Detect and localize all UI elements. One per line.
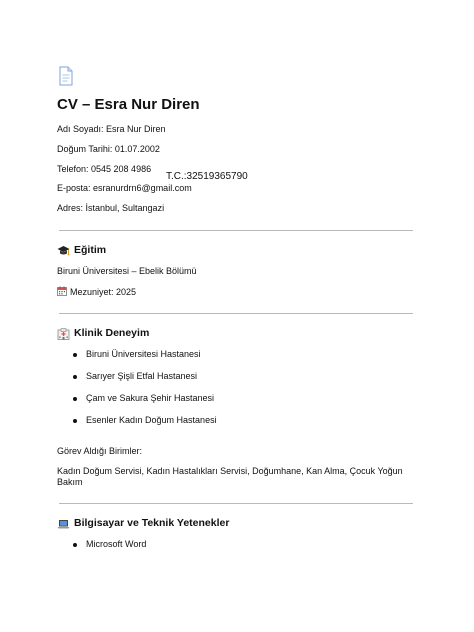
list-item (73, 415, 217, 426)
education-heading-text: Eğitim (74, 244, 107, 256)
laptop-icon (57, 518, 70, 530)
bullet-icon (73, 419, 77, 423)
bullet-icon (73, 397, 77, 401)
list-item-text: Microsoft Word (86, 539, 147, 549)
address-line: Adres: İstanbul, Sultangazi (57, 203, 165, 213)
graduation-cap-icon (57, 245, 70, 257)
section-divider (59, 503, 413, 504)
page-title: CV – Esra Nur Diren (57, 96, 200, 113)
list-item-text: Biruni Üniversitesi Hastanesi (86, 349, 201, 359)
skills-heading-text: Bilgisayar ve Teknik Yetenekler (74, 517, 230, 529)
units-label: Görev Aldığı Birimler: (57, 446, 143, 456)
clinical-heading (57, 327, 149, 340)
bullet-icon (73, 375, 77, 379)
calendar-icon (57, 286, 67, 296)
bullet-icon (73, 353, 77, 357)
birth-date-line: Doğum Tarihi: 01.07.2002 (57, 144, 160, 154)
bullet-icon (73, 543, 77, 547)
graduation-line (57, 286, 136, 298)
skills-heading (57, 517, 229, 530)
list-item-text: Sarıyer Şişli Etfal Hastanesi (86, 371, 198, 381)
list-item (73, 371, 197, 382)
education-school: Biruni Üniversitesi – Ebelik Bölümü (57, 266, 197, 276)
hospital-icon (57, 328, 70, 340)
phone-line: Telefon: 0545 208 4986 (57, 164, 152, 174)
section-divider (59, 230, 413, 231)
list-item (73, 349, 201, 360)
tc-number-line: T.C.:32519365790 (166, 171, 248, 182)
email-line: E-posta: esranurdrn6@gmail.com (57, 183, 192, 193)
list-item-text: Çam ve Sakura Şehir Hastanesi (86, 393, 215, 403)
name-line: Adı Soyadı: Esra Nur Diren (57, 124, 166, 134)
document-icon (57, 66, 75, 86)
list-item (73, 393, 214, 404)
units-text: Kadın Doğum Servisi, Kadın Hastalıkları Servisi, Doğumhane, Kan Alma, Çocuk Yoğun Bakım (57, 466, 403, 487)
section-divider (59, 313, 413, 314)
education-heading (57, 244, 106, 257)
clinical-heading-text: Klinik Deneyim (74, 327, 150, 339)
list-item-text: Esenler Kadın Doğum Hastanesi (86, 415, 217, 425)
list-item (73, 539, 146, 550)
graduation-text: Mezuniyet: 2025 (70, 287, 137, 297)
